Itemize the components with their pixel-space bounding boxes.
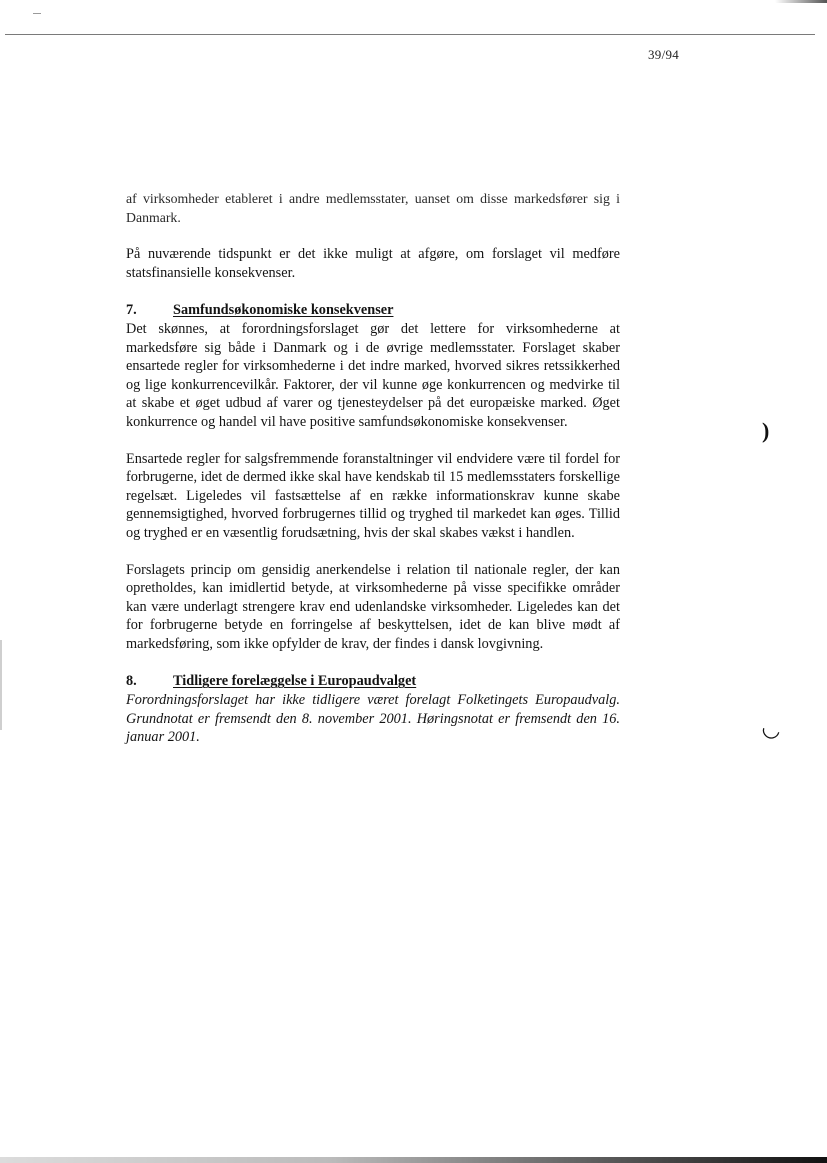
section-7-paragraph-2: Ensartede regler for salgsfremmende foranstaltninger vil endvidere være til fordel for forbrugerne, idet de dermed ikke skal have kendskab til 15 medlemsstaters forskellige regelsæt. Ligeledes vil fastsættelse af en række informationskrav kunne skabe gennemsigtighed, hvorved forbrugernes tillid og tryghed til markedet kan øges. Tillid og tryghed er en væsentlig forudsætning, hvis der skal skabes vækst i handlen. xyxy=(126,450,620,541)
scan-bottom-edge xyxy=(0,1157,827,1163)
scan-dash-mark xyxy=(33,13,41,14)
section-7-number: 7. xyxy=(126,302,137,319)
page-number: 39/94 xyxy=(648,47,680,62)
section-8-paragraph: Forordningsforslaget har ikke tidligere været forelagt Folketingets Europaudvalg. Grundnotat er fremsendt den 8. november 2001. Høringsnotat er fremsendt den 16. januar 2001. xyxy=(126,692,620,746)
section-8-heading xyxy=(126,672,620,691)
section-8-number: 8. xyxy=(126,673,137,690)
section-7-title: Samfundsøkonomiske konsekvenser xyxy=(173,302,394,319)
section-8-title: Tidligere forelæggelse i Europaudvalget xyxy=(173,673,417,690)
paragraph-fiscal: På nuværende tidspunkt er det ikke muligt at afgøre, om forslaget vil medføre statsfinansielle konsekvenser. xyxy=(126,246,620,281)
section-7-heading xyxy=(126,301,620,320)
scan-edge-shadow xyxy=(0,640,2,730)
section-7-paragraph-3: Forslagets princip om gensidig anerkendelse i relation til nationale regler, der kan opretholdes, kan imidlertid betyde, at virksomhederne på visse specifikke områder kan være underlagt strengere krav end udenlandske virksomheder. Ligeledes kan det for forbrugerne betyde en forringelse af beskyttelsen, idet de kan blive mødt af markedsføring, som ikke opfylder de krav, der findes i dansk lovgivning. xyxy=(126,561,620,652)
punch-hole-mark-bottom: ◡ xyxy=(759,713,785,744)
scan-corner-mark xyxy=(775,0,827,3)
punch-hole-mark-top: ) xyxy=(762,418,770,443)
header-rule xyxy=(5,34,815,35)
section-7-paragraph-1: Det skønnes, at forordningsforslaget gør det lettere for virksomhederne at markedsføre sig både i Danmark og i de øvrige medlemsstater. Forslaget skaber ensartede regler for virksomhederne i det indre marked, hvorved sikres retssikkerhed og lige konkurrencevilkår. Faktorer, der vil kunne øge konkurrencen og medvirke til at skabe et øget udbud af varer og tjenesteydelser på det europæiske marked. Øget konkurrence og handel vil have positive samfundsøkonomiske konsekvenser. xyxy=(126,320,620,430)
document-body xyxy=(126,190,620,747)
paragraph-continued: af virksomheder etableret i andre medlemsstater, uanset om disse markedsfører sig i Danmark. xyxy=(126,191,620,225)
